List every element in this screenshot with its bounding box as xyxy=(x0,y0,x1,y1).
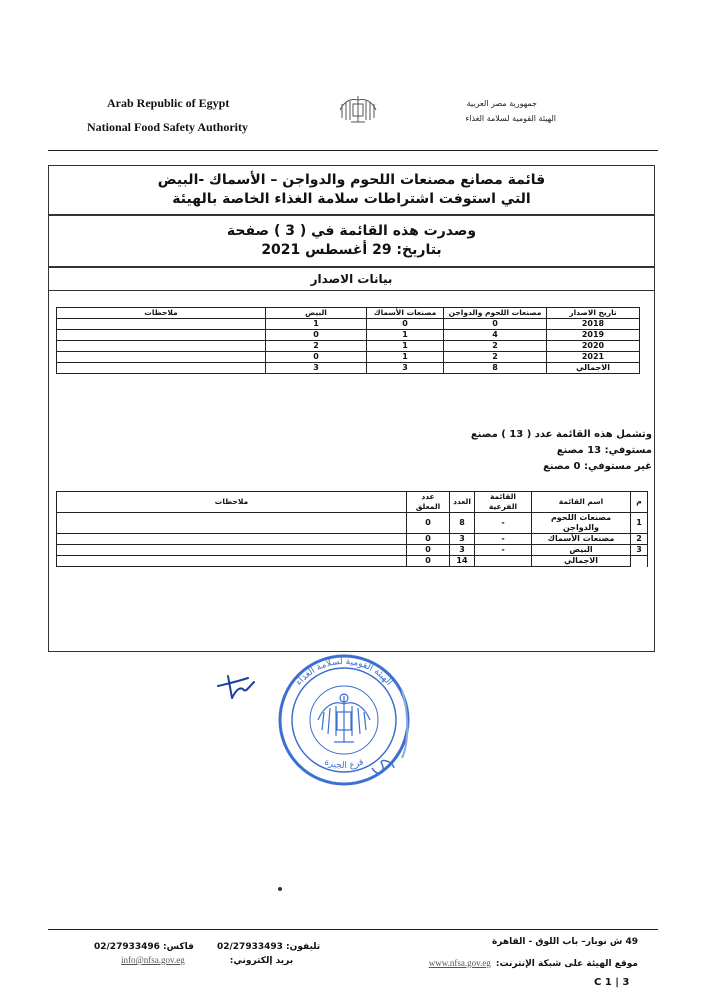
stamp-outer-text: الهيئة القومية لسلامة الغذاء xyxy=(294,656,394,688)
footer-fax: فاكس: 02/27933496 xyxy=(94,942,194,952)
cell-fish: 3 xyxy=(367,363,444,374)
table-row xyxy=(57,534,648,545)
issue-box xyxy=(48,215,655,267)
eagle-icon xyxy=(318,694,370,742)
cell-meat: 0 xyxy=(444,319,547,330)
egypt-emblem-icon xyxy=(336,92,380,128)
cell-eggs: 2 xyxy=(266,341,367,352)
header-en-line2: National Food Safety Authority xyxy=(87,120,249,134)
cell-count: 8 xyxy=(450,513,475,534)
cell-serial xyxy=(631,556,648,567)
table-row xyxy=(57,352,640,363)
cell-serial: 1 xyxy=(631,513,648,534)
cell-meat: 2 xyxy=(444,352,547,363)
cell-meat: 4 xyxy=(444,330,547,341)
release-table-header xyxy=(57,308,640,319)
cell-meat: 2 xyxy=(444,341,547,352)
footer-email-label: بريد إلكتروني: xyxy=(229,956,294,966)
cell-eggs: 3 xyxy=(266,363,367,374)
col-sub-list: القائمة الفرعية xyxy=(475,492,532,513)
cell-notes xyxy=(57,556,407,567)
cell-pending: 0 xyxy=(407,556,450,567)
col-serial: م xyxy=(631,492,648,513)
summary-compliant: مستوفي: 13 مصنع xyxy=(556,445,652,456)
col-release-date: تاريخ الاصدار xyxy=(547,308,640,319)
cell-notes xyxy=(57,352,266,363)
table-row-total xyxy=(57,556,648,567)
issue-pages: وصدرت هذه القائمة في ( 3 ) صفحة xyxy=(226,223,477,239)
col-pending: عدد المعلق xyxy=(407,492,450,513)
footer-email-link[interactable]: info@nfsa.gov.eg xyxy=(121,955,185,965)
header-rule xyxy=(48,150,658,151)
cell-pending: 0 xyxy=(407,534,450,545)
cell-notes xyxy=(57,319,266,330)
pen-mark xyxy=(278,887,282,891)
svg-text:الهيئة القومية لسلامة الغذاء xyxy=(294,657,393,688)
col-list-name: اسم القائمة xyxy=(532,492,631,513)
cell-pending: 0 xyxy=(407,545,450,556)
table-row xyxy=(57,545,648,556)
list-table xyxy=(56,491,648,567)
cell-date: 2019 xyxy=(547,330,640,341)
cell-sub-list: - xyxy=(475,534,532,545)
col-count: العدد xyxy=(450,492,475,513)
cell-count: 14 xyxy=(450,556,475,567)
cell-list-name: مصنعات الأسماك xyxy=(532,534,631,545)
cell-date: الاجمالي xyxy=(547,363,640,374)
summary-noncompliant: غير مستوفي: 0 مصنع xyxy=(543,461,652,472)
official-stamp xyxy=(274,650,422,800)
footer-website-label: موقع الهيئة على شبكة الإنترنت: xyxy=(495,959,638,969)
cell-eggs: 0 xyxy=(266,330,367,341)
cell-meat: 8 xyxy=(444,363,547,374)
cell-serial: 2 xyxy=(631,534,648,545)
cell-notes xyxy=(57,513,407,534)
table-row xyxy=(57,319,640,330)
col-meat-poultry: مصنعات اللحوم والدواجن xyxy=(444,308,547,319)
cell-list-name: البيض xyxy=(532,545,631,556)
signature xyxy=(214,668,260,702)
cell-list-name: الاجمالي xyxy=(532,556,631,567)
footer-website-link[interactable]: www.nfsa.gov.eg xyxy=(428,958,491,968)
cell-notes xyxy=(57,330,266,341)
title-box xyxy=(48,165,655,215)
cell-count: 3 xyxy=(450,534,475,545)
cell-notes xyxy=(57,341,266,352)
footer-website-line xyxy=(429,951,638,970)
release-table xyxy=(56,307,640,374)
section-title: بيانات الاصدار xyxy=(310,272,393,286)
cell-notes xyxy=(57,534,407,545)
cell-date: 2021 xyxy=(547,352,640,363)
cell-sub-list: - xyxy=(475,513,532,534)
cell-date: 2020 xyxy=(547,341,640,352)
cell-list-name: مصنعات اللحوم والدواجن xyxy=(532,513,631,534)
issue-date: بتاريخ: 29 أغسطس 2021 xyxy=(261,242,442,258)
cell-notes xyxy=(57,363,266,374)
cell-fish: 1 xyxy=(367,330,444,341)
list-table-header xyxy=(57,492,648,513)
cell-pending: 0 xyxy=(407,513,450,534)
footer-address: 49 ش نوبار– باب اللوق - القاهرة xyxy=(491,937,638,947)
footer-phone: تليفون: 02/27933493 xyxy=(216,942,321,952)
cell-count: 3 xyxy=(450,545,475,556)
cell-notes xyxy=(57,545,407,556)
page-number: C 1 | 3 xyxy=(594,977,630,988)
table-row xyxy=(57,341,640,352)
col-eggs: البيض xyxy=(266,308,367,319)
col-notes: ملاحظات xyxy=(57,492,407,513)
svg-text:فرع الجيزة xyxy=(323,757,365,771)
cell-eggs: 1 xyxy=(266,319,367,330)
col-notes: ملاحظات xyxy=(57,308,266,319)
table-row xyxy=(57,330,640,341)
summary-total: وتشمل هذه القائمة عدد ( 13 ) مصنع xyxy=(470,429,652,440)
title-line1: قائمة مصانع مصنعات اللحوم والدواجن – الأسماك -البيض xyxy=(157,172,546,188)
header-ar-line1: جمهورية مصر العربية xyxy=(466,99,537,108)
cell-fish: 1 xyxy=(367,352,444,363)
stamp-bottom-text: فرع الجيزة xyxy=(322,757,366,772)
section-title-box xyxy=(48,267,655,291)
table-row xyxy=(57,513,648,534)
cell-fish: 1 xyxy=(367,341,444,352)
table-row-total xyxy=(57,363,640,374)
cell-fish: 0 xyxy=(367,319,444,330)
cell-serial: 3 xyxy=(631,545,648,556)
footer-rule xyxy=(48,929,658,930)
title-line2: التي استوفت اشتراطات سلامة الغذاء الخاصة بالهيئة xyxy=(172,191,531,207)
cell-eggs: 0 xyxy=(266,352,367,363)
cell-sub-list xyxy=(475,556,532,567)
header-ar-line2: الهيئة القومية لسلامة الغذاء xyxy=(465,114,556,123)
col-fish: مصنعات الأسماك xyxy=(367,308,444,319)
header-en-line1: Arab Republic of Egypt xyxy=(107,96,230,110)
cell-sub-list: - xyxy=(475,545,532,556)
cell-date: 2018 xyxy=(547,319,640,330)
footer-email-line xyxy=(121,948,293,967)
